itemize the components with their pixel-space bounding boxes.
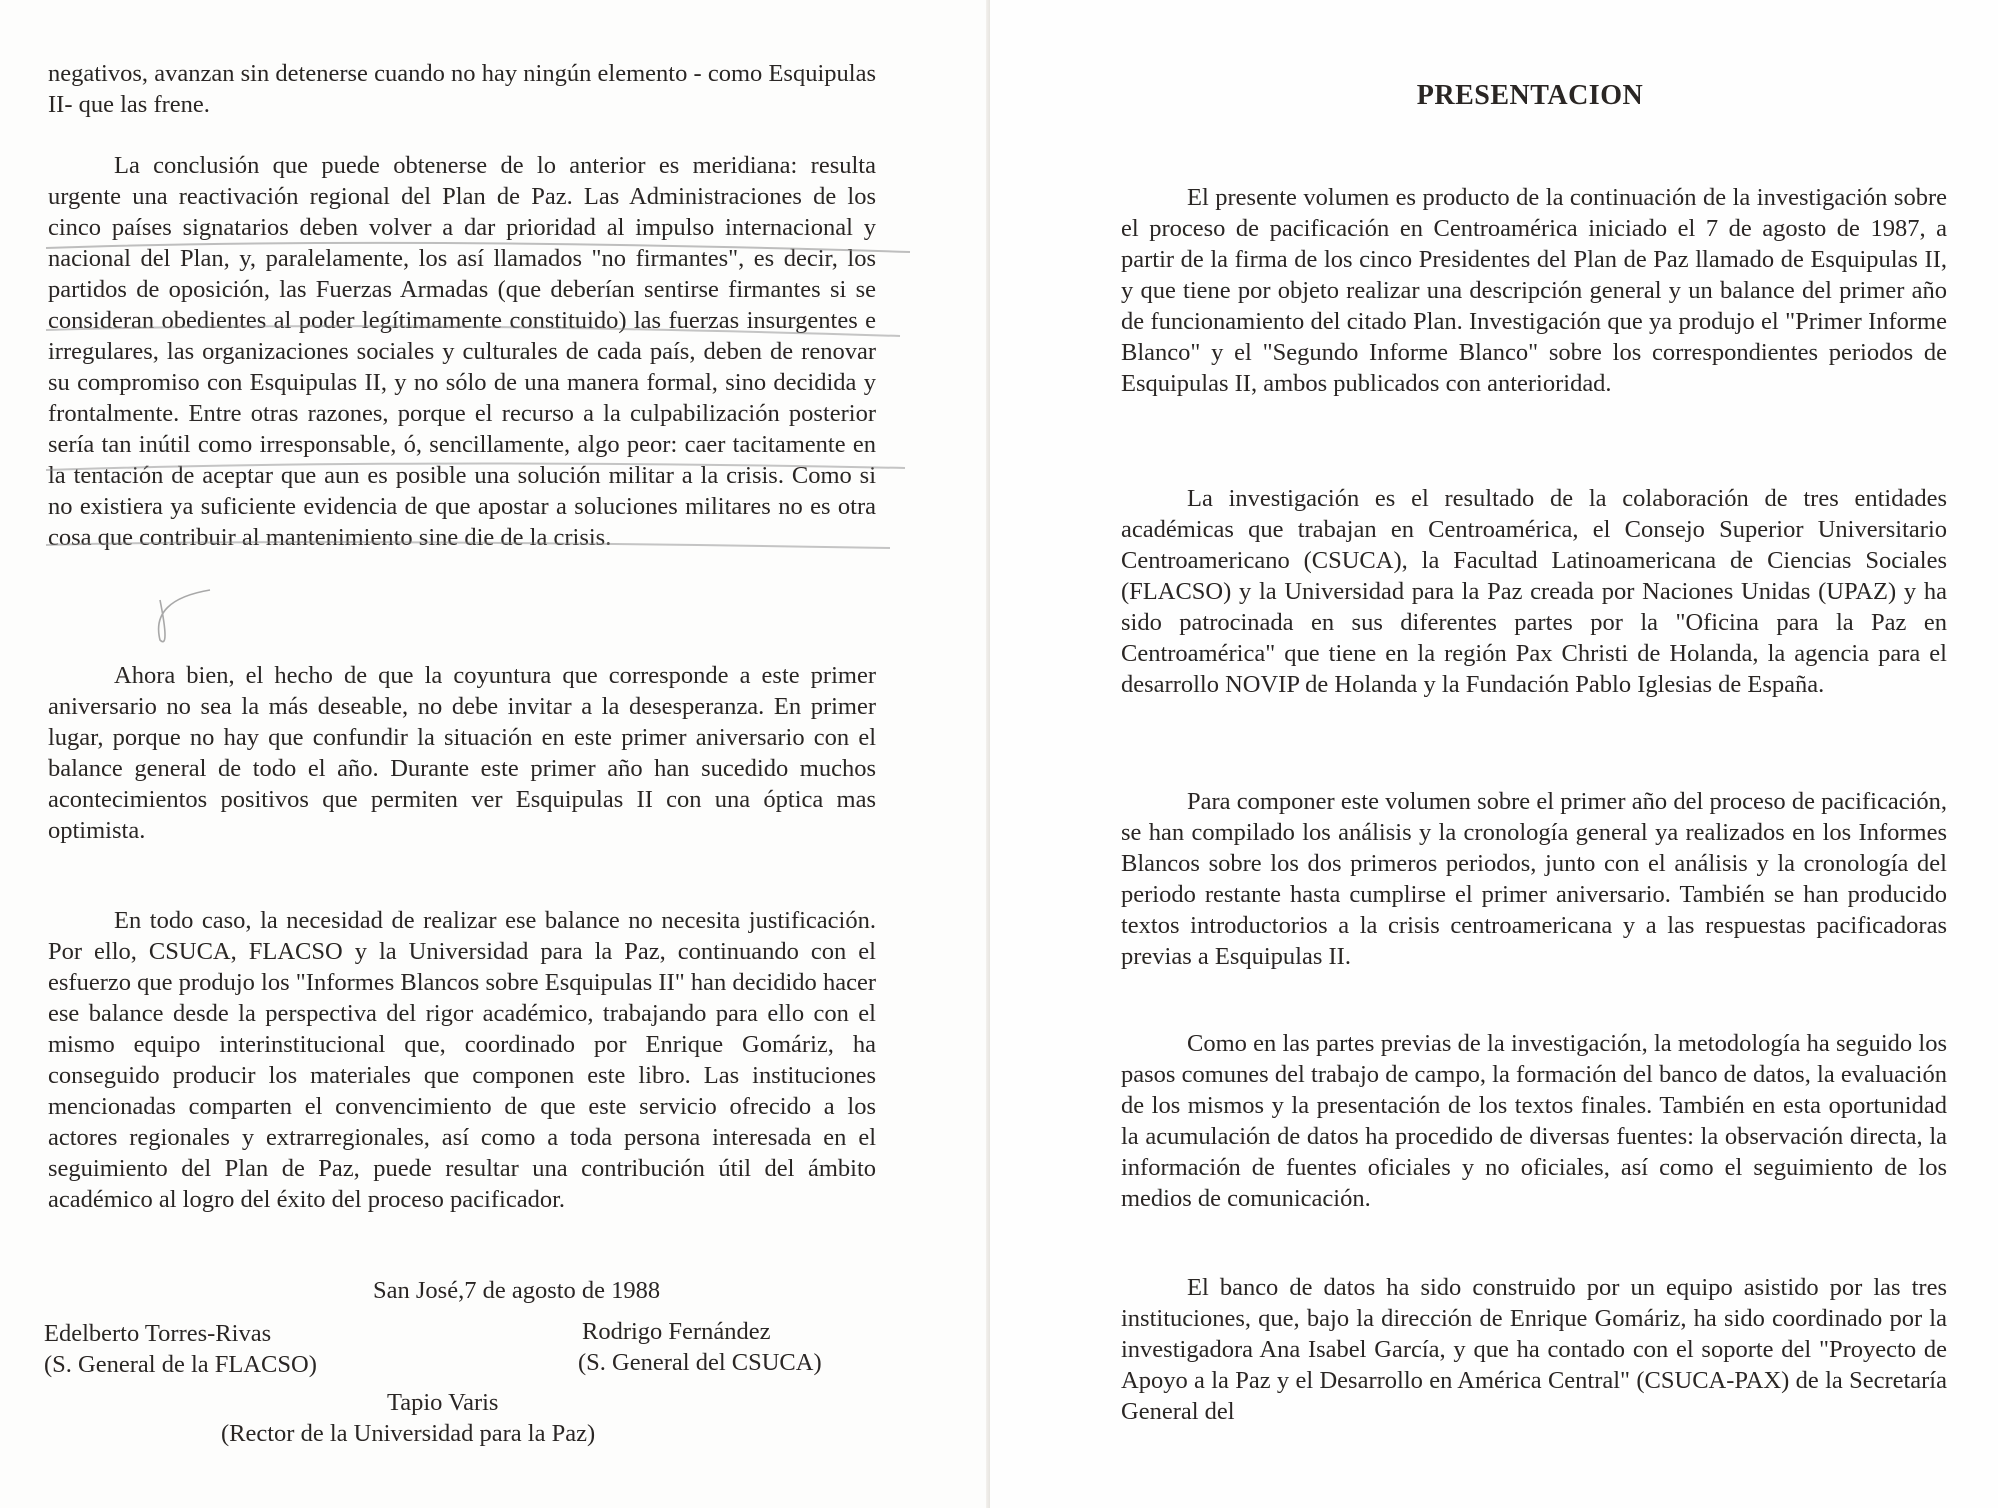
signatory-1-name: Edelberto Torres-Rivas — [44, 1320, 272, 1347]
signatory-3-role: (Rector de la Universidad para la Paz) — [221, 1420, 596, 1447]
right-p5-text: El banco de datos ha sido construido por un equipo asistido por las tres instituciones, que, bajo la dirección de Enrique Gomáriz, ha sido coordinado por la investigadora Ana Isabel García, y que ha contado con el soporte del "Proyecto de Apoyo a la Paz y el Desarrollo en América Central" (CSUCA-PAX) de la Secretaría General del — [1121, 1274, 1947, 1425]
left-page — [0, 0, 990, 1508]
left-p1-text: La conclusión que puede obtenerse de lo anterior es meridiana: resulta urgente una reactivación regional del Plan de Paz. Las Administraciones de los cinco países signatarios deben volver a dar prioridad al impulso internacional y nacional del Plan, y, paralelamente, los así llamados "no firmantes", es decir, los partidos de oposición, las Fuerzas Armadas (que deberían sentirse firmantes si se consideran obedientes al poder legítimamente constituido) las fuerzas insurgentes e irregulares, las organizaciones sociales y culturales de cada país, deben de renovar su compromiso con Esquipulas II, y no sólo de una manera formal, sino decidida y frontalmente. Entre otras razones, porque el recurso a la culpabilización posterior sería tan inútil como irresponsable, ó, sencillamente, algo peor: caer tacitamente en la tentación de aceptar que aun es posible una solución militar a la crisis. Como si no existiera ya suficiente evidencia de que apostar a soluciones militares no es otra cosa que contribuir al mantenimiento sine die de la crisis. — [48, 152, 876, 551]
signatory-2-role: (S. General del CSUCA) — [578, 1349, 822, 1376]
right-paragraph-5 — [1121, 1272, 1947, 1427]
signatory-1-role: (S. General de la FLACSO) — [44, 1351, 317, 1378]
left-p3-text: En todo caso, la necesidad de realizar ese balance no necesita justificación. Por ello, CSUCA, FLACSO y la Universidad para la Paz, continuando con el esfuerzo que produjo los "Informes Blancos sobre Esquipulas II" han decidido hacer ese balance desde la perspectiva del rigor académico, trabajando para ello con el mismo equipo interinstitucional que, coordinado por Enrique Gomáriz, ha conseguido producir los materiales que componen este libro. Las instituciones mencionadas comparten el convencimiento de que este servicio ofrecido a los actores regionales y extrarregionales, así como a toda persona interesada en el seguimiento del Plan de Paz, puede resultar una contribución útil del ámbito académico al logro del éxito del proceso pacificador. — [48, 907, 876, 1213]
place-date: San José,7 de agosto de 1988 — [373, 1277, 661, 1304]
right-p1-text: El presente volumen es producto de la continuación de la investigación sobre el proceso de pacificación en Centroamérica iniciado el 7 de agosto de 1987, a partir de la firma de los cinco Presidentes del Plan de Paz llamado de Esquipulas II, y que tiene por objeto realizar una descripción general y un balance del primer año de funcionamiento del citado Plan. Investigación que ya produjo el "Primer Informe Blanco" y el "Segundo Informe Blanco" sobre los correspondientes periodos de Esquipulas II, ambos publicados con anterioridad. — [1121, 184, 1947, 397]
pencil-annotations — [0, 0, 990, 1508]
left-p2-text: Ahora bien, el hecho de que la coyuntura que corresponde a este primer aniversario no sea la más deseable, no debe invitar a la desesperanza. En primer lugar, porque no hay que confundir la situación en este primer aniversario con el balance general de todo el año. Durante este primer año han sucedido muchos acontecimientos positivos que permiten ver Esquipulas II con una óptica mas optimista. — [48, 662, 876, 844]
right-paragraph-4 — [1121, 1028, 1947, 1214]
right-paragraph-1 — [1121, 182, 1947, 399]
right-p4-text: Como en las partes previas de la investigación, la metodología ha seguido los pasos comunes del trabajo de campo, la formación del banco de datos, la evaluación de los mismos y la presentación de los textos finales. También en esta oportunidad la acumulación de datos ha procedido de diversas fuentes: la observación directa, la información de fuentes oficiales y no oficiales, así como el seguimiento de los medios de comunicación. — [1121, 1030, 1947, 1212]
left-p0-text: negativos, avanzan sin detenerse cuando no hay ningún elemento - como Esquipulas II- que las frene. — [48, 60, 876, 118]
right-p3-text: Para componer este volumen sobre el primer año del proceso de pacificación, se han compilado los análisis y la cronología general ya realizados en los Informes Blancos sobre los dos primeros periodos, junto con el análisis y la cronología del periodo restante hasta cumplirse el primer aniversario. También se han producido textos introductorios a la crisis centroamericana y a las respuestas pacificadoras previas a Esquipulas II. — [1121, 788, 1947, 970]
page-title: PRESENTACION — [1416, 80, 1644, 111]
right-p2-text: La investigación es el resultado de la colaboración de tres entidades académicas que trabajan en Centroamérica, el Consejo Superior Universitario Centroamericano (CSUCA), la Facultad Latinoamericana de Ciencias Sociales (FLACSO) y la Universidad para la Paz creada por Naciones Unidas (UPAZ) y ha sido patrocinada en sus diferentes partes por la "Oficina para la Paz en Centroamérica" que tiene en la región Pax Christi de Holanda, la agencia para el desarrollo NOVIP de Holanda y la Fundación Pablo Iglesias de España. — [1121, 485, 1947, 698]
signatory-2-name: Rodrigo Fernández — [582, 1318, 771, 1345]
right-paragraph-2 — [1121, 483, 1947, 700]
right-paragraph-3 — [1121, 786, 1947, 972]
signatory-3-name: Tapio Varis — [387, 1389, 499, 1416]
